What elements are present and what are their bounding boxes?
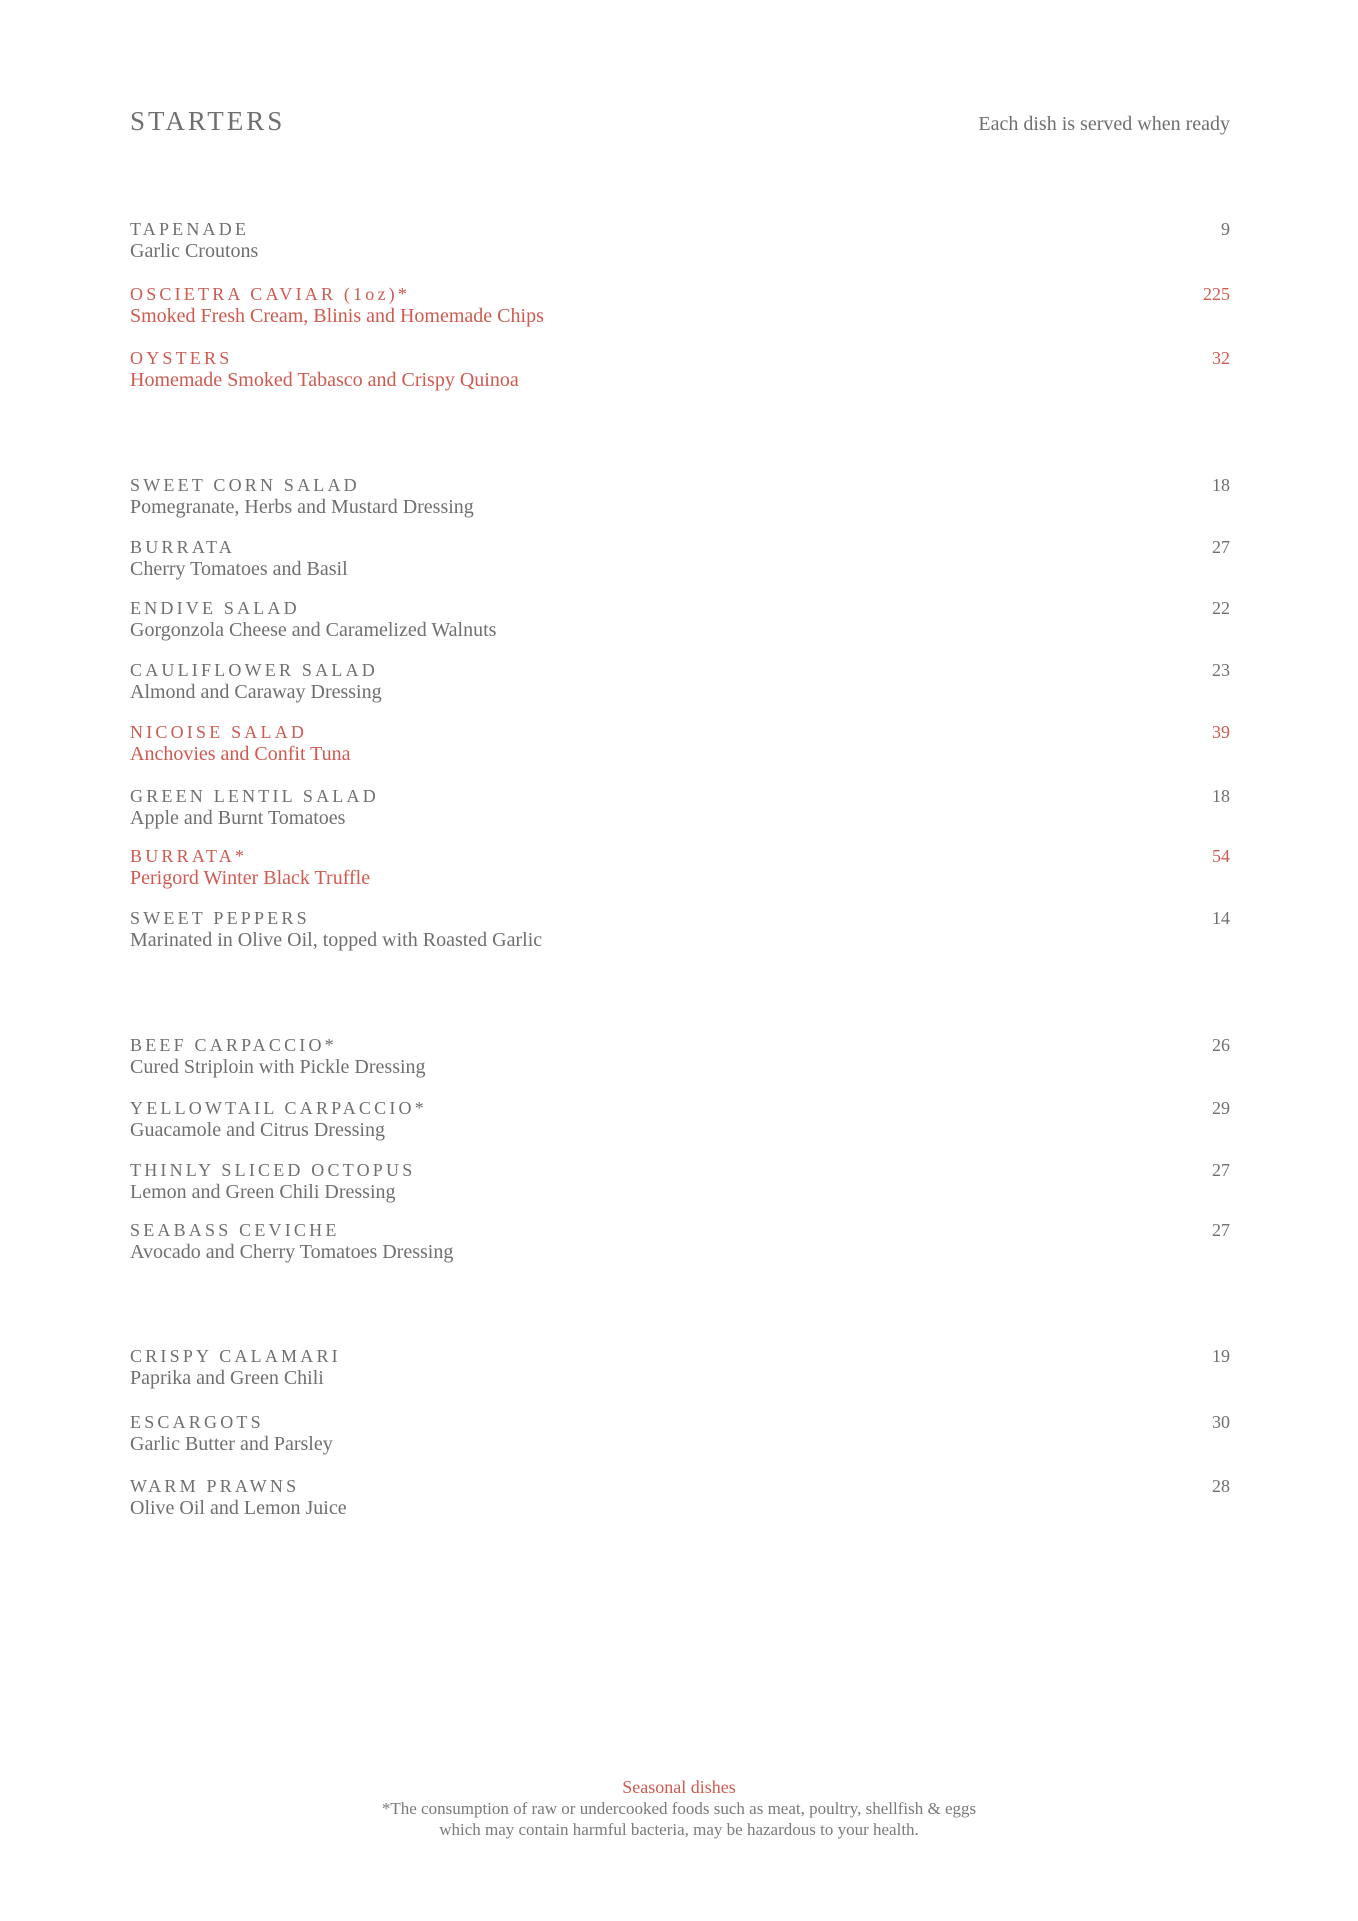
item-price: 27 xyxy=(1212,1220,1230,1240)
item-price: 29 xyxy=(1212,1098,1230,1118)
item-name: ENDIVE SALAD xyxy=(130,598,300,618)
item-price: 23 xyxy=(1212,660,1230,680)
item-description: Olive Oil and Lemon Juice xyxy=(130,1497,347,1519)
item-price: 27 xyxy=(1212,1160,1230,1180)
item-name: OSCIETRA CAVIAR (1oz)* xyxy=(130,284,411,304)
item-description: Garlic Croutons xyxy=(130,240,259,262)
menu-item xyxy=(130,1411,1230,1455)
footer xyxy=(0,1776,1358,1840)
item-price: 18 xyxy=(1212,786,1230,806)
item-name: SWEET PEPPERS xyxy=(130,908,310,928)
menu-item xyxy=(130,845,1230,889)
item-name: SEABASS CEVICHE xyxy=(130,1220,340,1240)
service-note: Each dish is served when ready xyxy=(978,113,1230,135)
item-price: 26 xyxy=(1212,1035,1230,1055)
item-name: CRISPY CALAMARI xyxy=(130,1346,341,1366)
page-title: STARTERS xyxy=(130,106,286,136)
item-name: OYSTERS xyxy=(130,348,233,368)
item-description: Almond and Caraway Dressing xyxy=(130,681,382,703)
item-price: 28 xyxy=(1212,1476,1230,1496)
item-price: 39 xyxy=(1212,722,1230,742)
item-description: Perigord Winter Black Truffle xyxy=(130,867,371,889)
item-name: WARM PRAWNS xyxy=(130,1476,300,1496)
item-name: BURRATA* xyxy=(130,846,248,866)
item-description: Paprika and Green Chili xyxy=(130,1367,324,1389)
item-price: 54 xyxy=(1212,846,1230,866)
item-description: Anchovies and Confit Tuna xyxy=(130,743,351,765)
item-price: 27 xyxy=(1212,537,1230,557)
item-description: Pomegranate, Herbs and Mustard Dressing xyxy=(130,496,474,518)
menu-item xyxy=(130,785,1230,829)
item-price: 9 xyxy=(1221,219,1230,239)
menu-item xyxy=(130,1034,1230,1078)
item-name: BEEF CARPACCIO* xyxy=(130,1035,337,1055)
item-name: ESCARGOTS xyxy=(130,1412,264,1432)
item-description: Gorgonzola Cheese and Caramelized Walnuts xyxy=(130,619,497,641)
item-description: Guacamole and Citrus Dressing xyxy=(130,1119,385,1141)
menu-item xyxy=(130,1345,1230,1389)
menu-item xyxy=(130,597,1230,641)
item-name: BURRATA xyxy=(130,537,235,557)
item-description: Cherry Tomatoes and Basil xyxy=(130,558,348,580)
item-description: Cured Striploin with Pickle Dressing xyxy=(130,1056,426,1078)
menu-item xyxy=(130,1475,1230,1519)
item-price: 14 xyxy=(1212,908,1230,928)
menu-item xyxy=(130,347,1230,391)
health-disclaimer-line-2: which may contain harmful bacteria, may be hazardous to your health. xyxy=(439,1820,919,1839)
item-name: TAPENADE xyxy=(130,219,250,239)
item-description: Apple and Burnt Tomatoes xyxy=(130,807,346,829)
item-name: CAULIFLOWER SALAD xyxy=(130,660,378,680)
item-description: Lemon and Green Chili Dressing xyxy=(130,1181,396,1203)
menu-item xyxy=(130,283,1230,327)
item-price: 18 xyxy=(1212,475,1230,495)
menu-item xyxy=(130,536,1230,580)
item-name: NICOISE SALAD xyxy=(130,722,308,742)
item-name: YELLOWTAIL CARPACCIO* xyxy=(130,1098,427,1118)
item-price: 32 xyxy=(1212,348,1230,368)
item-description: Garlic Butter and Parsley xyxy=(130,1433,333,1455)
item-name: GREEN LENTIL SALAD xyxy=(130,786,379,806)
menu-item xyxy=(130,1219,1230,1263)
item-name: SWEET CORN SALAD xyxy=(130,475,360,495)
menu-item xyxy=(130,721,1230,765)
health-disclaimer-line-1: *The consumption of raw or undercooked foods such as meat, poultry, shellfish & eggs xyxy=(381,1799,977,1818)
menu-item xyxy=(130,218,1230,262)
item-name: THINLY SLICED OCTOPUS xyxy=(130,1160,416,1180)
item-price: 30 xyxy=(1212,1412,1230,1432)
item-price: 225 xyxy=(1203,284,1230,304)
item-description: Avocado and Cherry Tomatoes Dressing xyxy=(130,1241,454,1263)
item-price: 19 xyxy=(1212,1346,1230,1366)
item-description: Marinated in Olive Oil, topped with Roasted Garlic xyxy=(130,929,543,951)
menu-item xyxy=(130,1159,1230,1203)
item-price: 22 xyxy=(1212,598,1230,618)
item-description: Smoked Fresh Cream, Blinis and Homemade Chips xyxy=(130,305,544,327)
menu-item xyxy=(130,474,1230,518)
seasonal-legend: Seasonal dishes xyxy=(622,1777,736,1797)
menu-item xyxy=(130,1097,1230,1141)
item-description: Homemade Smoked Tabasco and Crispy Quinoa xyxy=(130,369,519,391)
menu-item xyxy=(130,907,1230,951)
menu-item xyxy=(130,659,1230,703)
